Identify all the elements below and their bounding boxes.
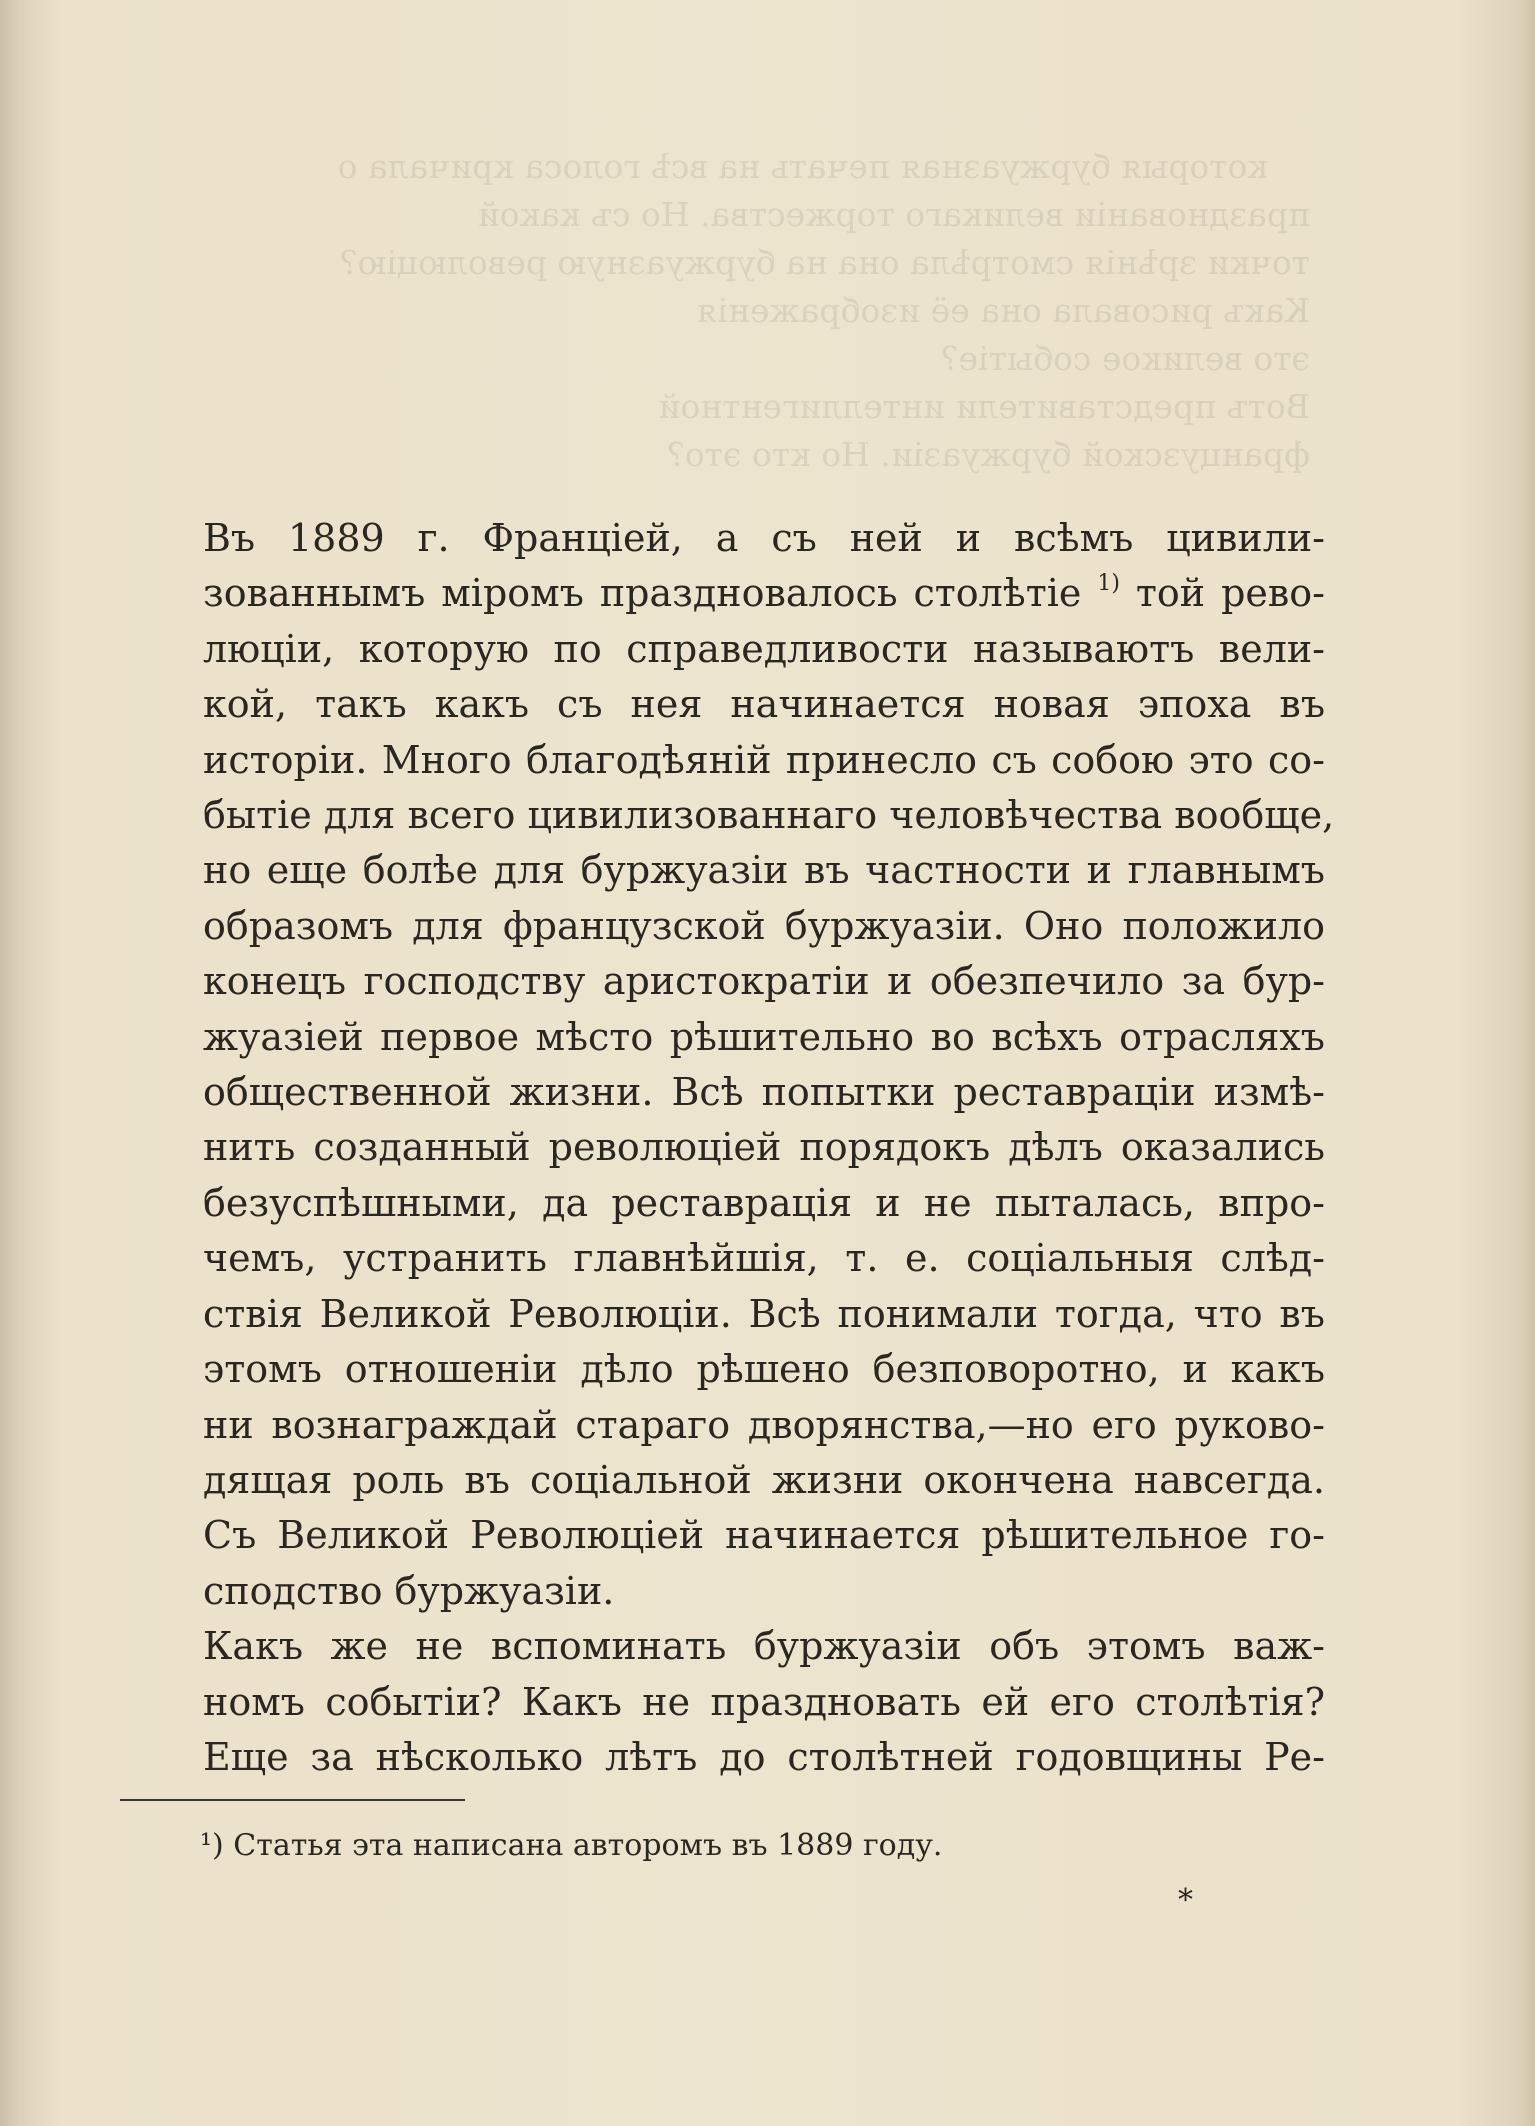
footnote-reference: 1) xyxy=(1097,571,1120,597)
text-line: зованнымъ міромъ праздновалось столѣтіе $^{1)}$ той рево- xyxy=(203,571,1326,616)
bleed-line: точки зрѣнія смотрѣла она на буржуазную революцію? xyxy=(339,243,1310,282)
text-line: чемъ, устранить главнѣйшія, т. е. соціальныя слѣд- xyxy=(203,1236,1325,1281)
text-line: безуспѣшными, да реставрація и не пыталась, впро- xyxy=(203,1180,1325,1225)
text-line: ни вознаграждай стараго дворянства,—но его руково- xyxy=(203,1402,1325,1447)
text-line: Съ Великой Революціей начинается рѣшительное го- xyxy=(203,1513,1325,1558)
footnote xyxy=(200,1826,942,1866)
text-line: ствія Великой Революціи. Всѣ понимали тогда, что въ xyxy=(203,1291,1325,1336)
text-line: Въ 1889 г. Франціей, а съ ней и всѣмъ цивили- xyxy=(203,516,1325,560)
body-text xyxy=(103,511,1335,1785)
text-line: кой, такъ какъ съ нея начинается новая эпоха въ xyxy=(203,682,1325,727)
bleed-line: французской буржуазіи. Но кто это? xyxy=(667,435,1310,474)
footnote-marker: ¹) xyxy=(200,1828,224,1863)
text-line: бытіе для всего цивилизованнаго человѣчества вообще, xyxy=(203,793,1335,838)
text-line: но еще болѣе для буржуазіи въ частности и главнымъ xyxy=(203,848,1325,893)
text-line: Еще за нѣсколько лѣтъ до столѣтней годовщины Ре- xyxy=(203,1734,1325,1779)
text-line: жуазіей первое мѣсто рѣшительно во всѣхъ отрасляхъ xyxy=(203,1014,1325,1059)
signature-mark: * xyxy=(1178,1883,1193,1918)
text-line: Какъ же не вспоминать буржуазіи объ этомъ важ- xyxy=(203,1624,1325,1669)
text-line: сподство буржуазіи. xyxy=(203,1568,615,1613)
bleed-line: Вотъ представители интеллигентной xyxy=(658,387,1310,426)
text-line: номъ событіи? Какъ не праздновать ей его столѣтія? xyxy=(203,1679,1325,1724)
footnote-text: Статья эта написана авторомъ въ 1889 году. xyxy=(233,1828,943,1863)
bleed-line: это великое событіе? xyxy=(940,339,1310,378)
text-line: конецъ господству аристократіи и обезпечило за бур- xyxy=(203,959,1325,1004)
text-line: дящая роль въ соціальной жизни окончена навсегда. xyxy=(203,1457,1325,1502)
text-line: люціи, которую по справедливости называютъ вели- xyxy=(203,626,1325,671)
text-line: нить созданный революціей порядокъ дѣлъ оказались xyxy=(203,1125,1325,1170)
bleed-line: которыя буржуазная печать на всѣ голоса кричала о xyxy=(337,147,1269,186)
footnote-divider xyxy=(120,1799,465,1801)
bleed-through-text xyxy=(100,95,1310,474)
paragraph-2 xyxy=(103,1619,1325,1785)
text-line: образомъ для французской буржуазіи. Оно положило xyxy=(203,903,1325,948)
text-line: общественной жизни. Всѣ попытки реставраціи измѣ- xyxy=(203,1070,1325,1115)
bleed-line: празднованіи великаго торжества. Но съ какой xyxy=(477,195,1310,234)
bleed-line: Какъ рисовала она её изображенія xyxy=(696,291,1310,330)
text-line: исторіи. Много благодѣяній принесло съ собою это со- xyxy=(203,737,1325,782)
paragraph-1 xyxy=(103,511,1335,1619)
text-line: этомъ отношеніи дѣло рѣшено безповоротно, и какъ xyxy=(203,1347,1325,1392)
